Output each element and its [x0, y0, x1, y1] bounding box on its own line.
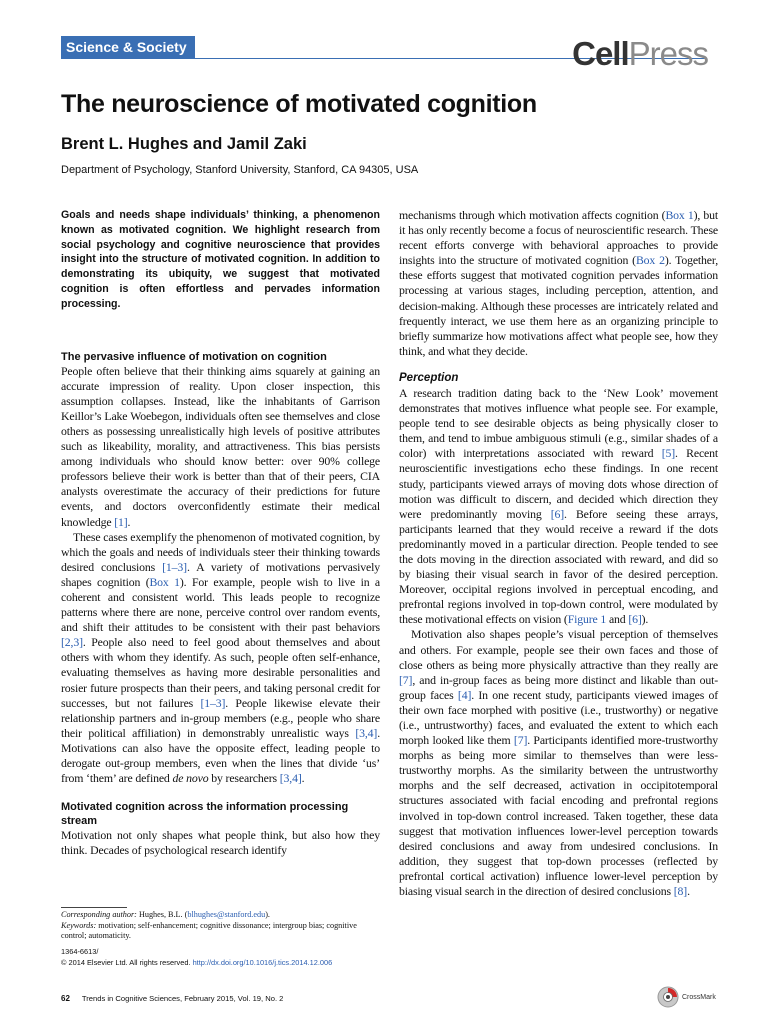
body-paragraph: Motivation not only shapes what people think, but also how they think. Decades of psychological research identify [61, 828, 380, 858]
reference-link[interactable]: [1–3] [200, 695, 226, 710]
page-footer [61, 994, 283, 1004]
subheading-perception: Perception [399, 371, 459, 384]
reference-link[interactable]: [5] [661, 446, 676, 461]
reference-link[interactable]: [2,3] [61, 635, 83, 650]
reference-link[interactable]: [6] [550, 506, 565, 521]
reference-link[interactable]: [8] [673, 884, 688, 899]
box-link[interactable]: Box 2 [635, 253, 665, 268]
box-link[interactable]: Box 1 [149, 574, 180, 589]
page-number: 62 [61, 994, 70, 1003]
footnotes [61, 910, 380, 942]
footnote-rule [61, 907, 127, 908]
reference-link[interactable]: [1–3] [162, 559, 187, 574]
figure-link[interactable]: Figure 1 [567, 612, 607, 627]
logo-cell: Cell [572, 35, 629, 72]
keywords: Keywords: motivation; self-enhancement; cognitive dissonance; intergroup bias; cognitive control; automaticity. [61, 920, 357, 940]
body-paragraph: Motivation also shapes people’s visual perception of themselves and others. For example, people see their own faces and those of close others as being more physically attractive than they really are [7], and in-group faces as being more distinct and likable than out-group faces [4]. In one recent study, participants viewed images of their own face morphed with positive (i.e., trustworthy) or negative (i.e., untrustworthy) faces, and evaluated the extent to which each morph looked like them [7]. Participants identified more-trustworthy morphs as being more similar to themselves than were less-trustworthy morphs. As the similarity between the untrustworthy morphs and the self decreased, activation in occipitotemporal structures associated with facial encoding and prefrontal regions involved in top-down control increased. Taken together, these data suggest that motivation influences lower-level perception towards desired conclusions and away from undesired conclusions. In addition, they suggest that top-down processes (reflected by prefrontal cortical activation) influence lower-level perception by biasing visual search in the direction of desired conclusions [8]. [399, 627, 718, 899]
abstract: Goals and needs shape individuals’ thinking, a phenomenon known as motivated cognition. We highlight research from social psychology and cognitive neuroscience that provides insight into the structure of motivated cognition. In addition to demonstrating its ubiquity, we suggest that motivated cognition is often effortless and pervades information processing. [61, 209, 380, 310]
issn-block [61, 947, 391, 968]
doi-link[interactable]: http://dx.doi.org/10.1016/j.tics.2014.12.006 [192, 957, 333, 967]
issn: 1364-6613/ [61, 947, 99, 956]
crossmark-badge[interactable] [657, 985, 716, 1009]
box-link[interactable]: Box 1 [665, 208, 694, 222]
journal-citation: Trends in Cognitive Sciences, February 2015, Vol. 19, No. 2 [81, 994, 284, 1003]
reference-link[interactable]: [7] [399, 672, 413, 687]
logo-press: Press [628, 35, 708, 72]
body-paragraph: People often believe that their thinking aims squarely at gaining an accurate impression of reality. Upon closer inspection, this assumption collapses. Instead, like the inhabitants of Garrison Keillor’s Lake Woebegon, individuals often see themselves and close others as possessing unrealistically high levels of positive attributes such as likeability, morality, and attractiveness. This bias persists among individuals who should know better: over 90% college professors believe their work is better than that of their peers, CIA analysts overestimate the accuracy of their predictions for future events, and doctors overconfidently estimate their medical knowledge [1]. [61, 363, 380, 529]
section-heading-pervasive-influence: The pervasive influence of motivation on cognition [61, 350, 327, 363]
author-email-link[interactable]: blhughes@stanford.edu [187, 910, 266, 919]
body-paragraph: These cases exemplify the phenomenon of motivated cognition, by which the goals and needs of individuals steer their thinking towards desired conclusions [1–3]. A variety of motivations pervasively shapes cognition (Box 1). For example, people wish to live in a coherent and consistent world. This leads people to recognize patterns where there are none, perceive control over random events, and shift their attitudes to be consistent with their past behaviors [2,3]. People also need to feel good about themselves and about others with whom they identify. As such, people often self-enhance, evaluating themselves as having more desirable personalities and rosier future prospects than their peers, and taking personal credit for successes, but not failures [1–3]. People likewise elevate their relationship partners and in-group members (e.g., people who share their political affiliation) in demonstrably unrealistic ways [3,4]. Motivations can also have the opposite effect, leading people to derogate out-group members, even when the lines that divide ‘us’ from ‘them’ are defined de novo by researchers [3,4]. [61, 529, 381, 786]
author-affiliation: Department of Psychology, Stanford University, Stanford, CA 94305, USA [61, 164, 419, 176]
article-authors: Brent L. Hughes and Jamil Zaki [61, 135, 307, 153]
section-heading-information-processing: Motivated cognition across the information processing stream [61, 801, 349, 828]
body-paragraph: mechanisms through which motivation affects cognition (Box 1), but it has only recently become a focus of neuroscientific research. These recent efforts converge with behavioral approaches to provide insights into the structure of motivated cognition (Box 2). Together, these efforts suggest that motivated cognition pervades information processing at various stages, including perception, attention, and decision-making. Although these processes are intricately related and frequently interact, we use them here as an organizing principle to briefly summarize how motivations affect what people see, how they think, and what they decide. [399, 208, 718, 358]
corresponding-author: Corresponding author: Hughes, B.L. (blhughes@stanford.edu). [61, 910, 270, 919]
left-column [61, 208, 380, 858]
body-paragraph: A research tradition dating back to the ‘New Look’ movement demonstrates that motives influence what people see. For example, people tend to see desirable objects as being physically closer to them, and tend to imbue ambiguous stimuli (e.g., similar shades of a color) with interpretations associated with reward [5]. Recent neuroscientific investigations echo these findings. In one recent study, participants viewed arrays of moving dots whose direction of motion was difficult to discern, and decided which direction they were predominantly moving [6]. Before seeing these arrays, participants learned that they would receive a reward if the dots predominantly moved in a particular direction. People tended to see the dots moving in the direction associated with reward, and did so by biasing their visual search in favor of the desired perception. Moreover, occipital regions involved in perceptual encoding, and prefrontal regions involved in top-down control, were modulated by these motivational effects on vision (Figure 1 and [6]). [399, 385, 718, 627]
crossmark-icon [657, 986, 679, 1008]
reference-link[interactable]: [4] [457, 687, 472, 702]
reference-link[interactable]: [3,4] [355, 725, 378, 740]
copyright: © 2014 Elsevier Ltd. All rights reserved. http://dx.doi.org/10.1016/j.tics.2014.12.006 [61, 957, 333, 967]
right-column [399, 208, 718, 899]
cellpress-logo [572, 37, 708, 71]
section-tag: Science & Society [61, 36, 195, 58]
article-title: The neuroscience of motivated cognition [61, 90, 537, 118]
reference-link[interactable]: [3,4] [279, 771, 302, 786]
reference-link[interactable]: [1] [114, 514, 128, 529]
crossmark-label: CrossMark [682, 993, 716, 1001]
reference-link[interactable]: [7] [513, 733, 528, 748]
reference-link[interactable]: [6] [628, 612, 642, 627]
